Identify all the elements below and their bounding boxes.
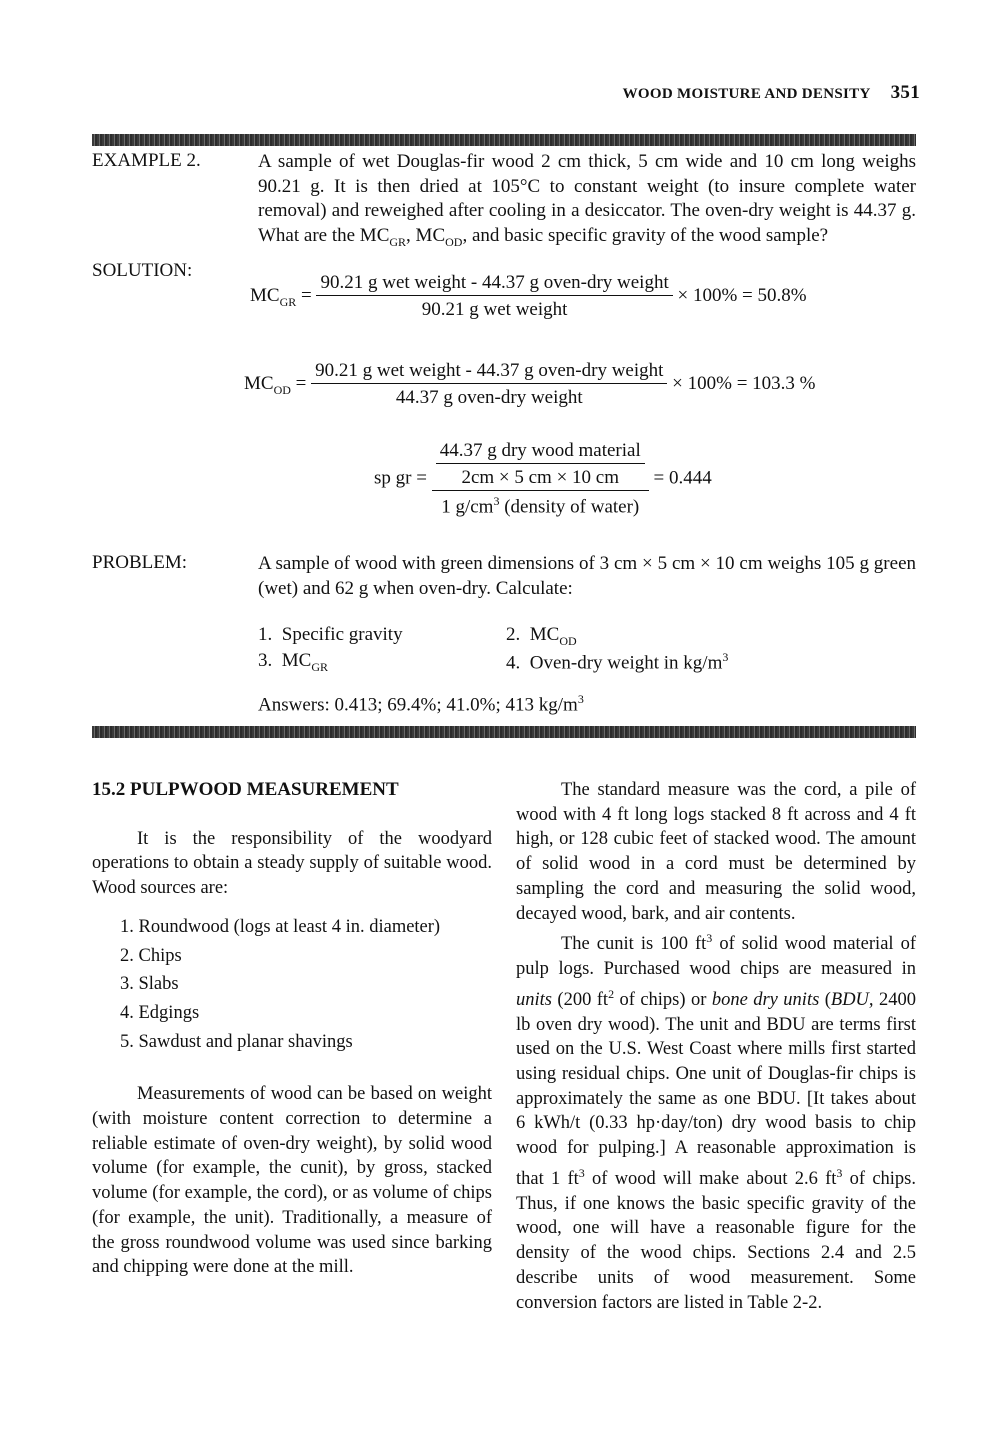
eq3-fraction — [432, 440, 649, 518]
example-text-part1: A sample of wet Douglas-fir wood 2 cm thick, 5 cm wide and 10 cm long weighs 90.21 g. It is then dried at 105°C to constant weight (to insure complete water removal) and reweighed after cooling in a desiccator. The oven-dry weight is 44.37 g. What are the MC — [258, 151, 916, 246]
example-label: EXAMPLE 2. — [92, 150, 201, 171]
eq3-inner-numerator: 44.37 g dry wood material — [436, 440, 645, 464]
running-title: WOOD MOISTURE AND DENSITY — [622, 86, 871, 102]
paragraph-responsibility: It is the responsibility of the woodyard operations to obtain a steady supply of suitable wood. Wood sources are: — [92, 828, 492, 899]
eq1-lhs: $MC_{GR}$ — [250, 284, 297, 309]
problem-item-4: 4. Oven-dry weight in $kg/m^3$ — [506, 650, 729, 674]
eq2-fraction — [311, 360, 667, 409]
list-item: 1. Roundwood (logs at least 4 in. diameter) — [120, 916, 441, 937]
problem-label: PROBLEM: — [92, 552, 188, 573]
eq3-bottom: 1 $g/cm^3$ (density of water) — [441, 494, 640, 518]
page-number: 351 — [890, 82, 920, 103]
eq2-denominator: 44.37 g oven-dry weight — [395, 387, 583, 408]
eq1-equals: = — [301, 284, 312, 306]
eq3-lhs: sp gr — [374, 467, 412, 489]
paragraph-cunit: The cunit is 100 $ft^3$ of solid wood material of pulp logs. Purchased wood chips are measured in units (200 $ft^2$ of chips) or bone dry units (BDU, 2400 lb oven dry wood). The unit and BDU are terms first used on the U.S. West Coast where mills first started using residual chips. One unit of Douglas-fir chips is approximately the same as one BDU. [It takes about 6 kWh/t (0.33 hp·day/ton) dry wood basis to chip wood for pulping.] A reasonable approximation is that 1 $ft^3$ of wood will make about 2.6 $ft^3$ of chips. Thus, if one knows the basic specific gravity of the wood, one will have a reasonable figure for the density of the wood chips. Sections 2.4 and 2.5 describe units of wood measurement. Some conversion factors are listed in Table 2-2. — [516, 931, 917, 1313]
wood-sources-list — [92, 915, 492, 1055]
problem-item-3: 3. $MC_{GR}$ — [258, 650, 328, 674]
bottom-shaded-rule — [92, 726, 916, 738]
eq3-inner-denominator: 2cm × 5 cm × 10 cm — [461, 467, 620, 488]
list-item: 3. Slabs — [120, 974, 179, 995]
eq2-result: = 103.3 % — [736, 372, 816, 394]
eq1-times: × 100% — [677, 284, 738, 306]
eq2-equals: = — [295, 372, 307, 394]
eq1-fraction — [316, 272, 672, 321]
example-text — [258, 150, 916, 254]
problem-item-1: 1. Specific gravity — [258, 624, 403, 645]
mcgr-subscript: GR — [389, 234, 407, 249]
right-column — [516, 778, 916, 1315]
eq3-result: = 0.444 — [653, 467, 712, 489]
solution-label: SOLUTION: — [92, 260, 193, 281]
equation-mc-gr — [250, 272, 807, 321]
equation-sp-gr — [374, 440, 712, 518]
problem-item-2: 2. $MC_{OD}$ — [506, 624, 577, 648]
list-item: 4. Edgings — [120, 1002, 200, 1023]
list-item: 2. Chips — [120, 945, 182, 966]
problem-text: A sample of wood with green dimensions of 3 cm × 5 cm × 10 cm weighs 105 g green (wet) and 62 g when oven-dry. Calculate: — [258, 553, 916, 599]
example-text-part2: , and basic specific gravity of the wood sample? — [462, 224, 829, 246]
top-shaded-rule — [92, 134, 916, 146]
paragraph-measurements: Measurements of wood can be based on weight (with moisture content correction to determine a reliable estimate of oven-dry weight), by solid wood volume (for example, the cunit), by gross, stacked volume (for example, the cord), or as volume of chips (for example, the unit). Traditionally, a measure of the gross roundwood volume was used since barking and chipping were done at the mill. — [92, 1084, 492, 1278]
eq2-lhs: $MC_{OD}$ — [244, 372, 291, 397]
problem-answers: Answers: 0.413; 69.4%; 41.0%; 413 $kg/m^3$ — [258, 692, 584, 716]
eq1-denominator: 90.21 g wet weight — [421, 299, 568, 320]
mcod-subscript: OD — [445, 234, 463, 249]
section-heading: 15.2 PULPWOOD MEASUREMENT — [92, 779, 399, 800]
left-column — [92, 778, 492, 1280]
eq3-equals: = — [416, 467, 427, 489]
running-header — [623, 82, 920, 104]
eq1-numerator: 90.21 g wet weight - 44.37 g oven-dry weight — [316, 272, 672, 296]
eq2-numerator: 90.21 g wet weight - 44.37 g oven-dry weight — [311, 360, 667, 384]
eq3-inner-fraction — [436, 440, 645, 489]
equation-mc-od — [244, 360, 816, 409]
eq3-top — [432, 440, 649, 491]
eq2-times: × 100% — [672, 372, 732, 394]
paragraph-cord: The standard measure was the cord, a pile of wood with 4 ft long logs stacked 8 ft across and 4 ft high, or 128 cubic feet of stacked wood. The amount of solid wood in a cord must be determined by sampling the cord and measuring the solid wood, decayed wood, bark, and air contents. — [516, 780, 916, 924]
list-item: 5. Sawdust and planar shavings — [120, 1031, 353, 1052]
example-text-sep: , MC — [406, 224, 446, 246]
eq1-result: = 50.8% — [742, 284, 807, 306]
